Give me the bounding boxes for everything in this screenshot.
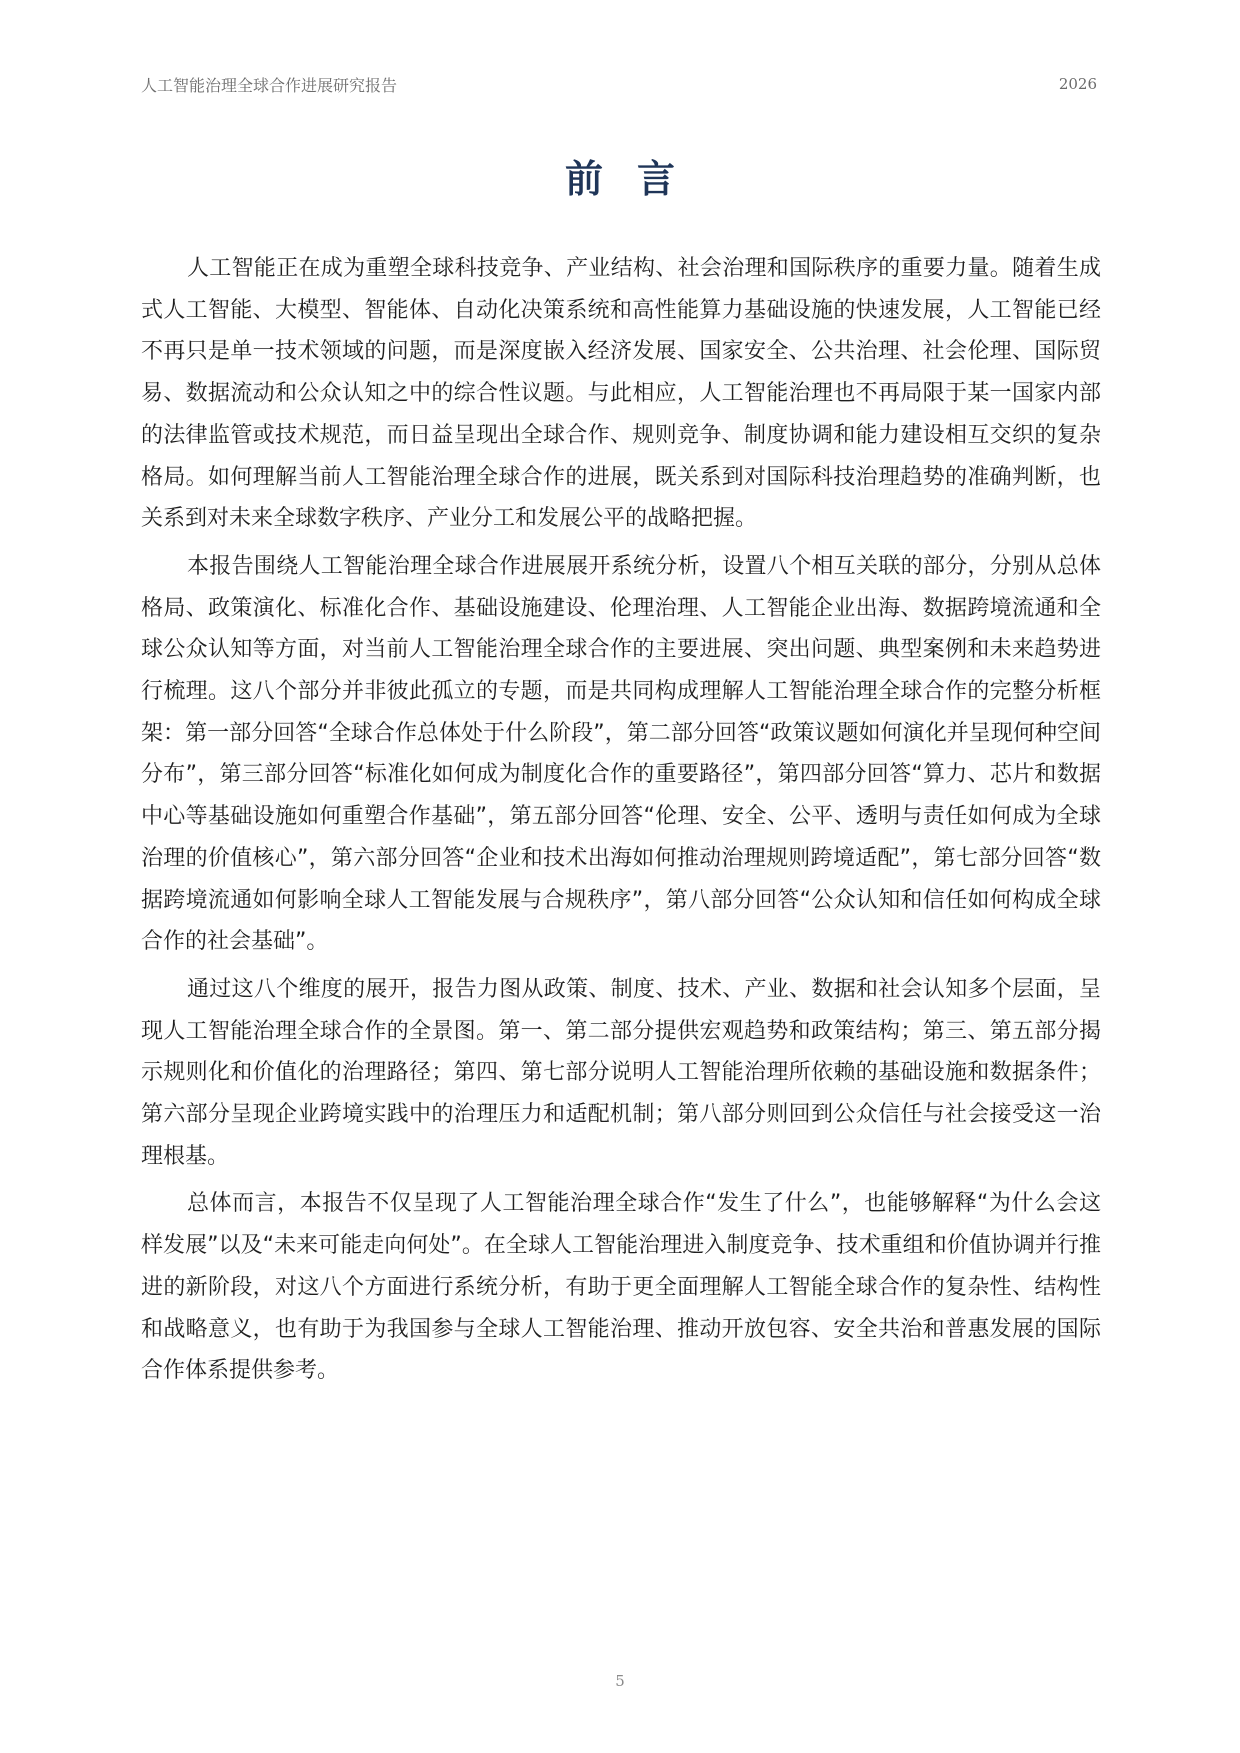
report-year: 2026 xyxy=(1058,75,1097,93)
body-text xyxy=(141,248,1101,1398)
paragraph: 人工智能正在成为重塑全球科技竞争、产业结构、社会治理和国际秩序的重要力量。随着生成式人工智能、大模型、智能体、自动化决策系统和高性能算力基础设施的快速发展，人工智能已经不再只是单一技术领域的问题，而是深度嵌入经济发展、国家安全、公共治理、社会伦理、国际贸易、数据流动和公众认知之中的综合性议题。与此相应，人工智能治理也不再局限于某一国家内部的法律监管或技术规范，而日益呈现出全球合作、规则竞争、制度协调和能力建设相互交织的复杂格局。如何理解当前人工智能治理全球合作的进展，既关系到对国际科技治理趋势的准确判断，也关系到对未来全球数字秩序、产业分工和发展公平的战略把握。 xyxy=(141,256,1101,532)
paragraph: 通过这八个维度的展开，报告力图从政策、制度、技术、产业、数据和社会认知多个层面，呈现人工智能治理全球合作的全景图。第一、第二部分提供宏观趋势和政策结构；第三、第五部分揭示规则化和价值化的治理路径；第四、第七部分说明人工智能治理所依赖的基础设施和数据条件；第六部分呈现企业跨境实践中的治理压力和适配机制；第八部分则回到公众信任与社会接受这一治理根基。 xyxy=(141,976,1101,1169)
page-title: 前言 xyxy=(564,157,709,201)
paragraph: 总体而言，本报告不仅呈现了人工智能治理全球合作“发生了什么”，也能够解释“为什么会这样发展”以及“未来可能走向何处”。在全球人工智能治理进入制度竞争、技术重组和价值协调并行推进的新阶段，对这八个方面进行系统分析，有助于更全面理解人工智能全球合作的复杂性、结构性和战略意义，也有助于为我国参与全球人工智能治理、推动开放包容、安全共治和普惠发展的国际合作体系提供参考。 xyxy=(141,1191,1101,1384)
report-title: 人工智能治理全球合作进展研究报告 xyxy=(141,75,398,95)
page-header xyxy=(141,72,1097,96)
paragraph: 本报告围绕人工智能治理全球合作进展展开系统分析，设置八个相互关联的部分，分别从总体格局、政策演化、标准化合作、基础设施建设、伦理治理、人工智能企业出海、数据跨境流通和全球公众认知等方面，对当前人工智能治理全球合作的主要进展、突出问题、典型案例和未来趋势进行梳理。这八个部分并非彼此孤立的专题，而是共同构成理解人工智能治理全球合作的完整分析框架：第一部分回答“全球合作总体处于什么阶段”，第二部分回答“政策议题如何演化并呈现何种空间分布”，第三部分回答“标准化如何成为制度化合作的重要路径”，第四部分回答“算力、芯片和数据中心等基础设施如何重塑合作基础”，第五部分回答“伦理、安全、公平、透明与责任如何成为全球治理的价值核心”，第六部分回答“企业和技术出海如何推动治理规则跨境适配”，第七部分回答“数据跨境流通如何影响全球人工智能发展与合规秩序”，第八部分回答“公众认知和信任如何构成全球合作的社会基础”。 xyxy=(141,553,1101,955)
page-number: 5 xyxy=(615,1672,625,1690)
